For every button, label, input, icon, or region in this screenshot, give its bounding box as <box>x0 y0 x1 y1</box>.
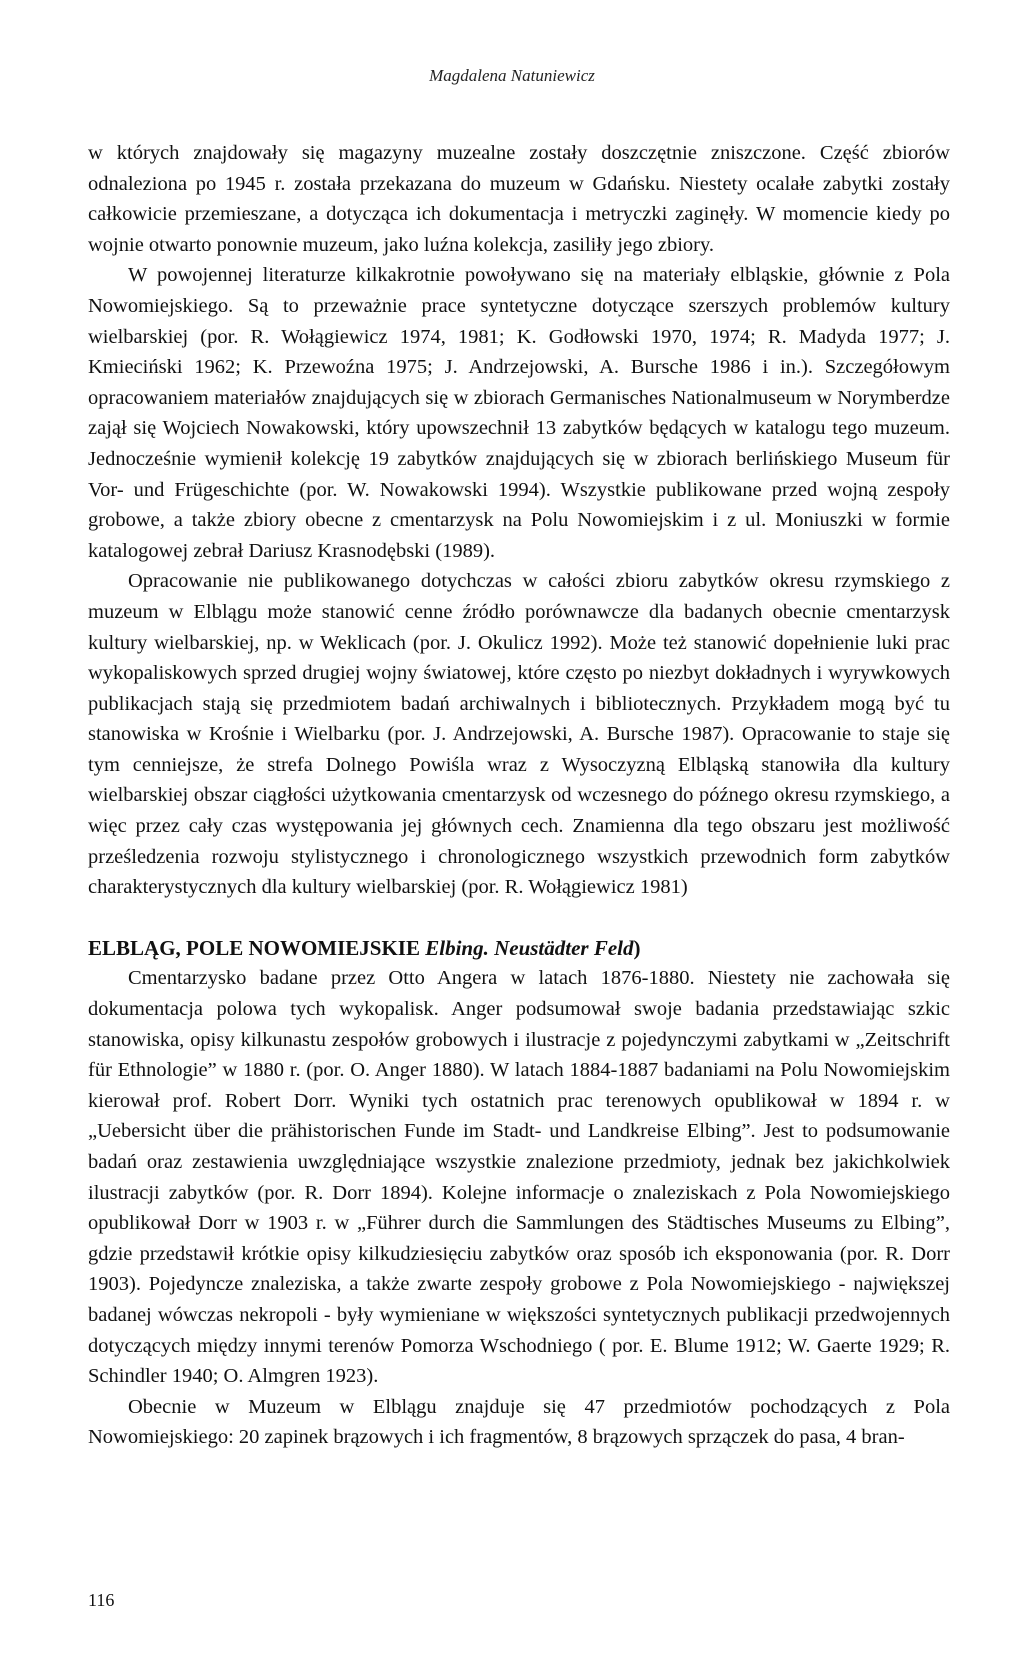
paragraph: Opracowanie nie publikowanego dotychczas w całości zbioru zabytków okresu rzymskiego z muzeum w Elblągu może stanowić cenne źródło porównawcze dla badanych obecnie cmentarzysk kultury wielbarskiej, np. w Weklicach (por. J. Okulicz 1992). Może też stanowić dopełnienie luki prac wykopaliskowych sprzed drugiej wojny światowej, które często po niezbyt dokładnych i wyrywkowych publikacjach stają się przedmiotem badań archiwalnych i bibliotecznych. Przykładem mogą być tu stanowiska w Krośnie i Wielbarku (por. J. Andrzejowski, A. Bursche 1987). Opracowanie to staje się tym cenniejsze, że strefa Dolnego Powiśla wraz z Wysoczyzną Elbląską stanowiła dla kultury wielbarskiej obszar ciągłości użytkowania cmentarzysk od wczesnego do późnego okresu rzymskiego, a więc przez cały czas występowania jej głównych cech. Znamienna dla tego obszaru jest możliwość prześledzenia rozwoju stylistycznego i chronologicznego wszystkich przewodnich form zabytków charakterystycznych dla kultury wielbarskiej (por. R. Wołągiewicz 1981) <box>88 570 950 899</box>
section-heading <box>88 933 950 964</box>
section-heading-main: ELBLĄG, POLE NOWOMIEJSKIE <box>88 935 420 960</box>
page-number: 116 <box>88 1590 115 1610</box>
section-heading-close: ) <box>633 935 641 960</box>
body-text <box>88 138 950 1453</box>
paragraph: Obecnie w Muzeum w Elblągu znajduje się 47 przedmiotów pochodzących z Pola Nowomiejskiego: 20 zapinek brązowych i ich fragmentów, 8 brązowych sprzączek do pasa, 4 bran- <box>88 1395 950 1449</box>
running-header: Magdalena Natuniewicz <box>429 66 595 85</box>
paragraph: Cmentarzysko badane przez Otto Angera w latach 1876-1880. Niestety nie zachowała się dokumentacja polowa tych wykopalisk. Anger podsumował swoje badania przedstawiając szkic stanowiska, opisy kilkunastu zespołów grobowych i ilustracje z pojedynczymi zabytkami w „Zeitschrift für Ethnologie” w 1880 r. (por. O. Anger 1880). W latach 1884-1887 badaniami na Polu Nowomiejskim kierował prof. Robert Dorr. Wyniki tych ostatnich prac terenowych opublikował w 1894 r. w „Uebersicht über die prähistorischen Funde im Stadt- und Landkreise Elbing”. Jest to podsumowanie badań oraz zestawienia uwzględniające wszystkie znalezione przedmioty, jednak bez jakichkolwiek ilustracji zabytków (por. R. Dorr 1894). Kolejne informacje o znaleziskach z Pola Nowomiejskiego opublikował Dorr w 1903 r. w „Führer durch die Sammlungen des Städtisches Museums zu Elbing”, gdzie przedstawił krótkie opisy kilkudziesięciu zabytków oraz sposób ich eksponowania (por. R. Dorr 1903). Pojedyncze znaleziska, a także zwarte zespoły grobowe z Pola Nowomiejskiego - największej badanej wówczas nekropoli - były wymieniane w większości syntetycznych publikacji przedwojennych dotyczących między innymi terenów Pomorza Wschodniego ( por. E. Blume 1912; W. Gaerte 1929; R. Schindler 1940; O. Almgren 1923). <box>88 967 950 1388</box>
paragraph: W powojennej literaturze kilkakrotnie powoływano się na materiały elbląskie, głównie z Pola Nowomiejskiego. Są to przeważnie prace syntetyczne dotyczące szerszych problemów kultury wielbarskiej (por. R. Wołągiewicz 1974, 1981; K. Godłowski 1970, 1974; R. Madyda 1977; J. Kmieciński 1962; K. Przewoźna 1975; J. Andrzejowski, A. Bursche 1986 i in.). Szczegółowym opracowaniem materiałów znajdujących się w zbiorach Germanisches Nationalmuseum w Norymberdze zajął się Wojciech Nowakowski, który upowszechnił 13 zabytków będących w katalogu tego muzeum. Jednocześnie wymienił kolekcję 19 zabytków znajdujących się w zbiorach berlińskiego Museum für Vor- und Frügeschichte (por. W. Nowakowski 1994). Wszystkie publikowane przed wojną zespoły grobowe, a także zbiory obecne z cmentarzysk na Polu Nowomiejskim i z ul. Moniuszki w formie katalogowej zebrał Dariusz Krasnodębski (1989). <box>88 264 950 562</box>
section-heading-german: Elbing. Neustädter Feld <box>425 935 634 960</box>
paragraph: w których znajdowały się magazyny muzealne zostały doszczętnie zniszczone. Część zbiorów odnaleziona po 1945 r. została przekazana do muzeum w Gdańsku. Niestety ocalałe zabytki zostały całkowicie przemieszane, a dotycząca ich dokumentacja i metryczki zaginęły. W momencie kiedy po wojnie otwarto ponownie muzeum, jako luźna kolekcja, zasiliły jego zbiory. <box>88 142 950 256</box>
